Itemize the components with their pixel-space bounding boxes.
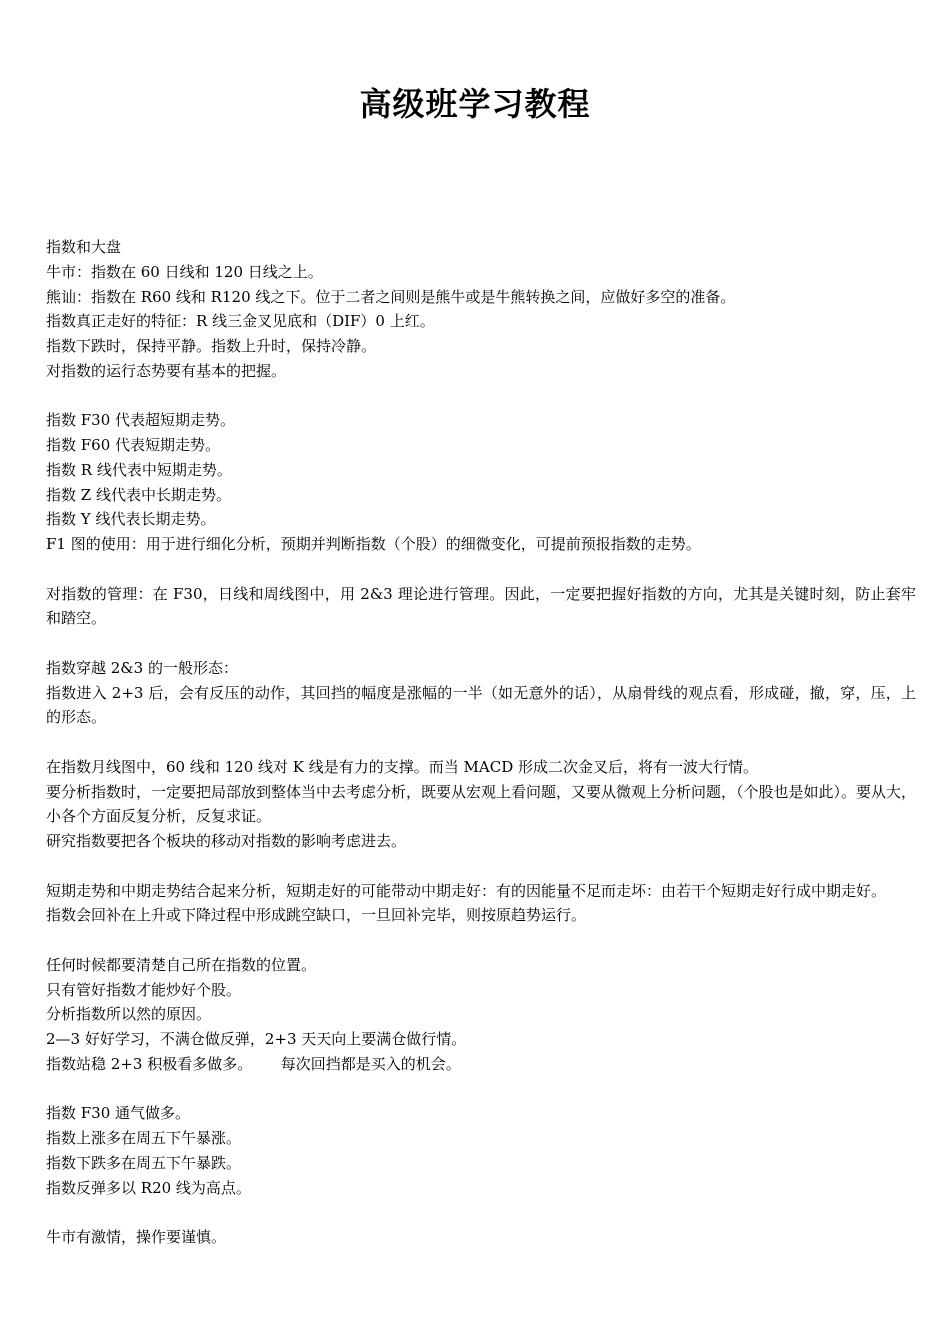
paragraph: 牛市：指数在 60 日线和 120 日线之上。: [46, 262, 323, 281]
paragraph: 熊讪：指数在 R60 线和 R120 线之下。位于二者之间则是熊牛或是牛熊转换之间，应做好多空的准备。: [46, 287, 736, 306]
document-title: 高级班学习教程: [359, 85, 591, 123]
blank-line: [46, 631, 916, 656]
document-body: [46, 235, 916, 1250]
paragraph: 指数下跌多在周五下午暴跌。: [46, 1153, 242, 1172]
paragraph: 指数真正走好的特征：R 线三金叉见底和（DIF）0 上红。: [46, 312, 435, 331]
paragraph: 指数 F60 代表短期走势。: [46, 436, 221, 454]
paragraph: 分析指数所以然的原因。: [46, 1005, 212, 1024]
paragraph: 牛市有激情，操作要谨慎。: [46, 1228, 227, 1246]
paragraph: 指数会回补在上升或下降过程中形成跳空缺口，一旦回补完毕，则按原趋势运行。: [46, 906, 587, 925]
paragraph: 指数和大盘: [46, 238, 122, 256]
blank-line: [46, 730, 916, 755]
blank-line: [46, 854, 916, 879]
paragraph: 要分析指数时，一定要把局部放到整体当中去考虑分析，既要从宏观上看问题，又要从微观上分析问题，（个股也是如此）。要从大，小各个方面反复分析，反复求证。: [46, 782, 917, 826]
blank-line: [46, 384, 916, 409]
paragraph: 指数上涨多在周五下午暴涨。: [46, 1129, 242, 1147]
paragraph: 对指数的管理：在 F30，日线和周线图中，用 2&3 理论进行管理。因此，一定要把握好指数的方向，尤其是关键时刻，防止套牢和踏空。: [46, 584, 916, 628]
paragraph: 指数 Z 线代表中长期走势。: [46, 485, 231, 504]
paragraph: 任何时候都要清楚自己所在指数的位置。: [46, 955, 317, 974]
paragraph: 指数下跌时，保持平静。指数上升时，保持冷静。: [46, 337, 377, 355]
paragraph: 研究指数要把各个板块的移动对指数的影响考虑进去。: [46, 832, 407, 850]
paragraph: 指数 F30 通气做多。: [46, 1104, 191, 1123]
paragraph: 指数穿越 2&3 的一般形态：: [46, 658, 238, 677]
blank-line: [46, 1200, 916, 1225]
paragraph: 只有管好指数才能炒好个股。: [46, 980, 242, 999]
blank-line: [46, 928, 916, 953]
paragraph: 指数站稳 2+3 积极看多做多。 每次回挡都是买入的机会。: [46, 1054, 461, 1073]
paragraph: 指数进入 2+3 后，会有反压的动作，其回挡的幅度是涨幅的一半（如无意外的话），从扇骨线的观点看，形成碰，撤，穿，压，上的形态。: [46, 683, 916, 727]
paragraph: 指数 R 线代表中短期走势。: [46, 460, 232, 479]
paragraph: 指数 Y 线代表长期走势。: [46, 510, 216, 529]
paragraph: 短期走势和中期走势结合起来分析，短期走好的可能带动中期走好：有的因能量不足而走坏：由若干个短期走好行成中期走好。: [46, 881, 887, 900]
paragraph: 对指数的运行态势要有基本的把握。: [46, 361, 287, 380]
paragraph: 指数反弹多以 R20 线为高点。: [46, 1178, 251, 1197]
paragraph: 2—3 好好学习，不满仓做反弹，2+3 天天向上要满仓做行情。: [46, 1030, 467, 1048]
paragraph: F1 图的使用：用于进行细化分析，预期并判断指数（个股）的细微变化，可提前预报指数的走势。: [46, 535, 701, 553]
paragraph: 在指数月线图中，60 线和 120 线对 K 线是有力的支撑。而当 MACD 形成二次金叉后，将有一波大行情。: [46, 757, 758, 776]
blank-line: [46, 557, 916, 582]
paragraph: 指数 F30 代表超短期走势。: [46, 411, 236, 430]
blank-line: [46, 1077, 916, 1102]
